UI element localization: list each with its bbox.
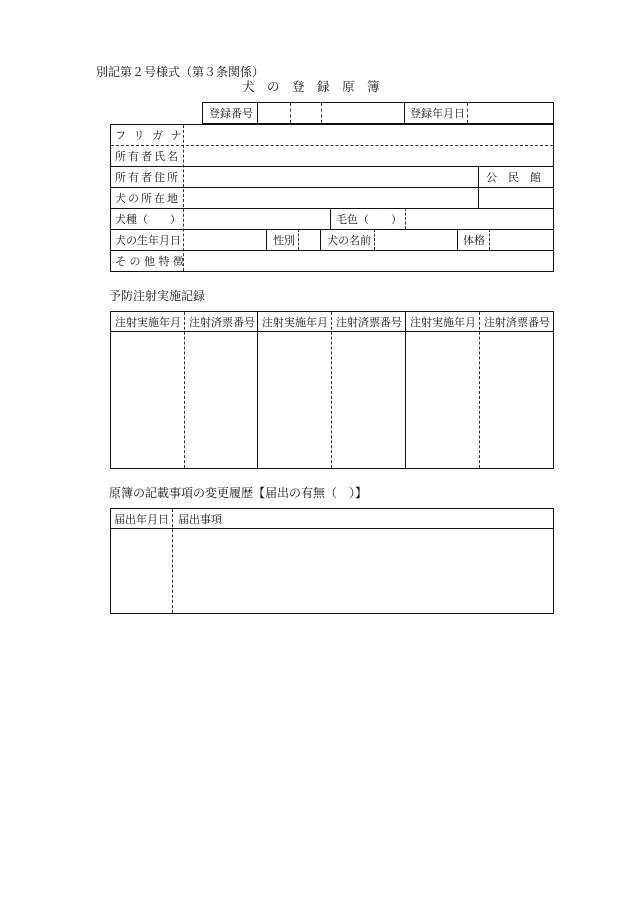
other-features-field[interactable] (185, 252, 551, 270)
vaccination-header-date-1: 注射実施年月 (115, 316, 181, 329)
form-number-header: 別記第２号様式（第３条関係） (96, 65, 265, 79)
sex-label: 性別 (273, 234, 295, 247)
page-title: 犬 の 登 録 原 簿 (242, 79, 380, 94)
vaccination-section-title: 予防注射実施記録 (109, 289, 206, 303)
history-section-title: 原簿の記載事項の変更履歴【届出の有無（ ）】 (109, 486, 368, 500)
owner-address-label: 所有者住所 (115, 171, 180, 184)
build-field[interactable] (491, 231, 552, 249)
history-date-field[interactable] (112, 530, 170, 612)
owner-address-field[interactable] (185, 168, 475, 186)
coat-color-label: 毛色（ ） (336, 213, 402, 226)
owner-name-label: 所有者氏名 (115, 150, 180, 163)
registration-number-label: 登録番号 (209, 107, 253, 120)
public-hall-field[interactable] (480, 189, 552, 207)
sex-field[interactable] (300, 231, 318, 249)
vaccination-header-tag-3: 注射済票番号 (484, 316, 550, 329)
history-date-label: 届出年月日 (114, 513, 169, 526)
registration-box (202, 102, 554, 124)
birth-date-label: 犬の生年月日 (115, 234, 181, 247)
vaccination-entry-area-2[interactable] (259, 333, 404, 467)
breed-label: 犬種（ ） (115, 213, 181, 226)
history-matter-field[interactable] (174, 530, 552, 612)
furigana-field[interactable] (185, 126, 551, 144)
vaccination-header-tag-2: 注射済票番号 (336, 316, 402, 329)
furigana-label: フ リ ガ ナ (115, 129, 184, 142)
coat-color-field[interactable] (407, 210, 552, 228)
dog-location-field[interactable] (185, 189, 475, 207)
birth-date-field[interactable] (185, 231, 264, 249)
dog-name-field[interactable] (376, 231, 455, 249)
registration-number-field[interactable] (321, 103, 322, 123)
vaccination-header-date-3: 注射実施年月 (410, 316, 476, 329)
registration-date-field[interactable] (467, 103, 468, 123)
vaccination-entry-area-3[interactable] (407, 333, 552, 467)
history-matter-label: 届出事項 (178, 513, 222, 526)
vaccination-header-tag-1: 注射済票番号 (189, 316, 255, 329)
registration-date-label: 登録年月日 (410, 107, 465, 120)
breed-field[interactable] (185, 210, 328, 228)
public-hall-label: 公 民 館 (486, 171, 541, 184)
build-label: 体格 (463, 234, 485, 247)
vaccination-entry-area-1[interactable] (112, 333, 256, 467)
dog-location-label: 犬の所在地 (115, 192, 180, 205)
other-features-label: そ の 他 特 徴 (115, 255, 184, 268)
dog-name-label: 犬の名前 (327, 234, 371, 247)
vaccination-header-date-2: 注射実施年月 (262, 316, 328, 329)
owner-name-field[interactable] (185, 147, 551, 165)
